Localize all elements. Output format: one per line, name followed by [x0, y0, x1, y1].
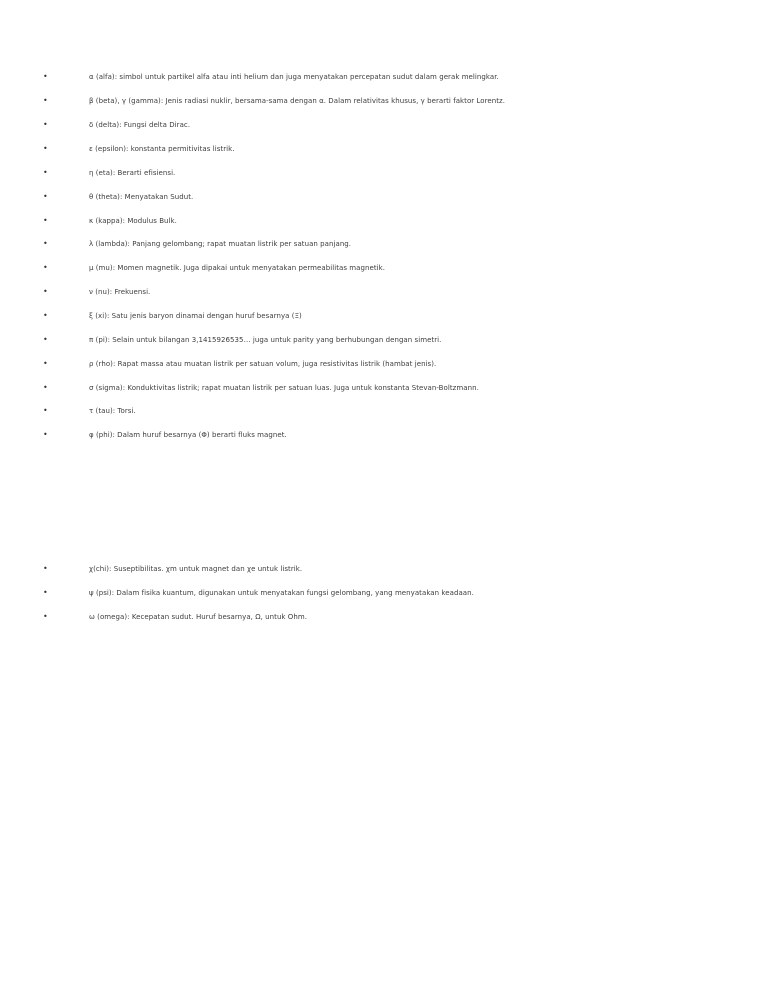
list-item: [0, 214, 740, 228]
bullet: •: [43, 588, 48, 597]
bullet: •: [43, 335, 48, 344]
list-item-text: τ (tau): Torsi.: [89, 407, 136, 415]
list-item: [0, 357, 740, 371]
list-item: [0, 381, 740, 395]
list-item-text: π (pi): Selain untuk bilangan 3,1415926535… juga untuk parity yang berhubungan dengan simetri.: [89, 336, 442, 344]
bullet: •: [43, 564, 48, 573]
list-item: [0, 261, 740, 275]
list-item-text: η (eta): Berarti efisiensi.: [89, 169, 176, 177]
list-item: [0, 610, 740, 624]
bullet: •: [43, 144, 48, 153]
list-item: [0, 190, 740, 204]
list-item-text: φ (phi): Dalam huruf besarnya (Φ) berarti fluks magnet.: [89, 431, 287, 439]
list-item-text: δ (delta): Fungsi delta Dirac.: [89, 121, 191, 129]
list-item-text: µ (mu): Momen magnetik. Juga dipakai untuk menyatakan permeabilitas magnetik.: [89, 264, 386, 272]
list-item: [0, 118, 740, 132]
list-item-text: ν (nu): Frekuensi.: [89, 288, 151, 296]
list-item-text: ψ (psi): Dalam fisika kuantum, digunakan untuk menyatakan fungsi gelombang, yang menyatakan keadaan.: [89, 589, 474, 597]
bullet: •: [43, 239, 48, 248]
list-item-text: ρ (rho): Rapat massa atau muatan listrik per satuan volum, juga resistivitas listrik (hambat jenis).: [89, 360, 437, 368]
bullet: •: [43, 192, 48, 201]
list-item: [0, 70, 740, 84]
list-item: [0, 166, 740, 180]
bullet: •: [43, 263, 48, 272]
bullet: •: [43, 287, 48, 296]
bullet: •: [43, 168, 48, 177]
list-item-text: κ (kappa): Modulus Bulk.: [89, 217, 177, 225]
bullet: •: [43, 359, 48, 368]
list-item-text: χ(chi): Suseptibilitas. χm untuk magnet dan χe untuk listrik.: [89, 565, 303, 573]
bullet: •: [43, 311, 48, 320]
bullet: •: [43, 72, 48, 81]
list-item-text: ε (epsilon): konstanta permitivitas listrik.: [89, 145, 235, 153]
bullet: •: [43, 430, 48, 439]
list-item-text: ξ (xi): Satu jenis baryon dinamai dengan huruf besarnya (Ξ): [89, 312, 302, 320]
bullet: •: [43, 216, 48, 225]
list-item: [0, 94, 740, 108]
list-item: [0, 285, 740, 299]
bullet: •: [43, 96, 48, 105]
list-item-text: σ (sigma): Konduktivitas listrik; rapat muatan listrik per satuan luas. Juga untuk konstanta Stevan-Boltzmann.: [89, 384, 479, 392]
list-item: [0, 142, 740, 156]
list-item: [0, 309, 740, 323]
bullet: •: [43, 383, 48, 392]
bullet: •: [43, 120, 48, 129]
list-item: [0, 428, 740, 442]
list-item: [0, 404, 740, 418]
list-item-text: θ (theta): Menyatakan Sudut.: [89, 193, 194, 201]
list-item-text: β (beta), γ (gamma): Jenis radiasi nuklir, bersama-sama dengan α. Dalam relativitas khusus, γ berarti faktor Lorentz.: [89, 97, 506, 105]
bullet: •: [43, 406, 48, 415]
bullet: •: [43, 612, 48, 621]
list-item: [0, 237, 740, 251]
list-item-text: α (alfa): simbol untuk partikel alfa atau inti helium dan juga menyatakan percepatan sudut dalam gerak melingkar.: [89, 73, 499, 81]
list-item: [0, 562, 740, 576]
list-item: [0, 586, 740, 600]
list-item-text: ω (omega): Kecepatan sudut. Huruf besarnya, Ω, untuk Ohm.: [89, 613, 308, 621]
list-item: [0, 333, 740, 347]
list-item-text: λ (lambda): Panjang gelombang; rapat muatan listrik per satuan panjang.: [89, 240, 352, 248]
